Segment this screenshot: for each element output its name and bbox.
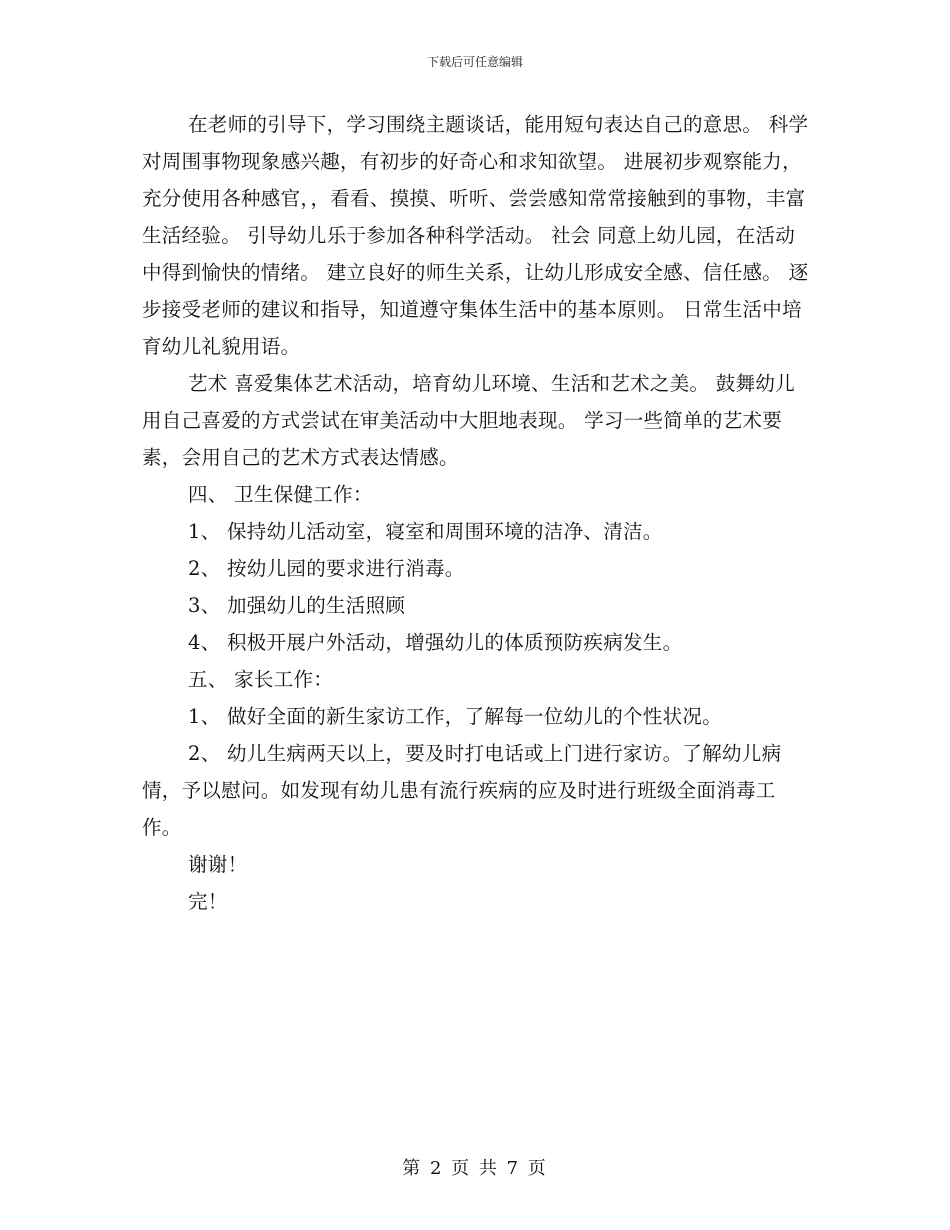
paragraph-art: 艺术 喜爱集体艺术活动，培育幼儿环境、生活和艺术之美。 鼓舞幼儿用自己喜爱的方式尝试在审美活动中大胆地表现。 学习一些简单的艺术要素，会用自己的艺术方式表达情感。: [142, 372, 795, 469]
page-number: 第 2 页 共 7 页: [402, 1158, 548, 1179]
thanks-line: 谢谢！: [188, 853, 248, 876]
list-item: 2、 幼儿生病两天以上，要及时打电话或上门进行家访。了解幼儿病情，予以慰问。如发现有幼儿患有流行疾病的应及时进行班级全面消毒工作。: [142, 742, 782, 839]
list-item: 2、 按幼儿园的要求进行消毒。: [188, 557, 465, 580]
document-body: [142, 106, 810, 920]
list-item: 4、 积极开展户外活动，增强幼儿的体质预防疾病发生。: [188, 631, 683, 654]
section-heading-health: 四、 卫生保健工作：: [188, 483, 373, 506]
list-item: 1、 保持幼儿活动室，寝室和周围环境的洁净、清洁。: [188, 520, 663, 543]
paragraph-language-science-society: 在老师的引导下，学习围绕主题谈话，能用短句表达自己的意思。 科学 对周围事物现象感兴趣，有初步的好奇心和求知欲望。 进展初步观察能力，充分使用各种感官，，看看、摸摸、听听、尝尝感知常常接触到的事物，丰富生活经验。 引导幼儿乐于参加各种科学活动。 社会 同意上幼儿园，在活动中得到愉快的情绪。 建立良好的师生关系，让幼儿形成安全感、信任感。 逐步接受老师的建议和指导，知道遵守集体生活中的基本原则。 日常生活中培育幼儿礼貌用语。: [142, 113, 809, 358]
list-item: 3、 加强幼儿的生活照顾: [188, 594, 406, 617]
section-heading-parents: 五、 家长工作：: [188, 668, 334, 691]
end-line: 完！: [188, 890, 228, 913]
page-header: 下载后可任意编辑: [426, 55, 523, 69]
list-item: 1、 做好全面的新生家访工作，了解每一位幼儿的个性状况。: [188, 705, 723, 728]
